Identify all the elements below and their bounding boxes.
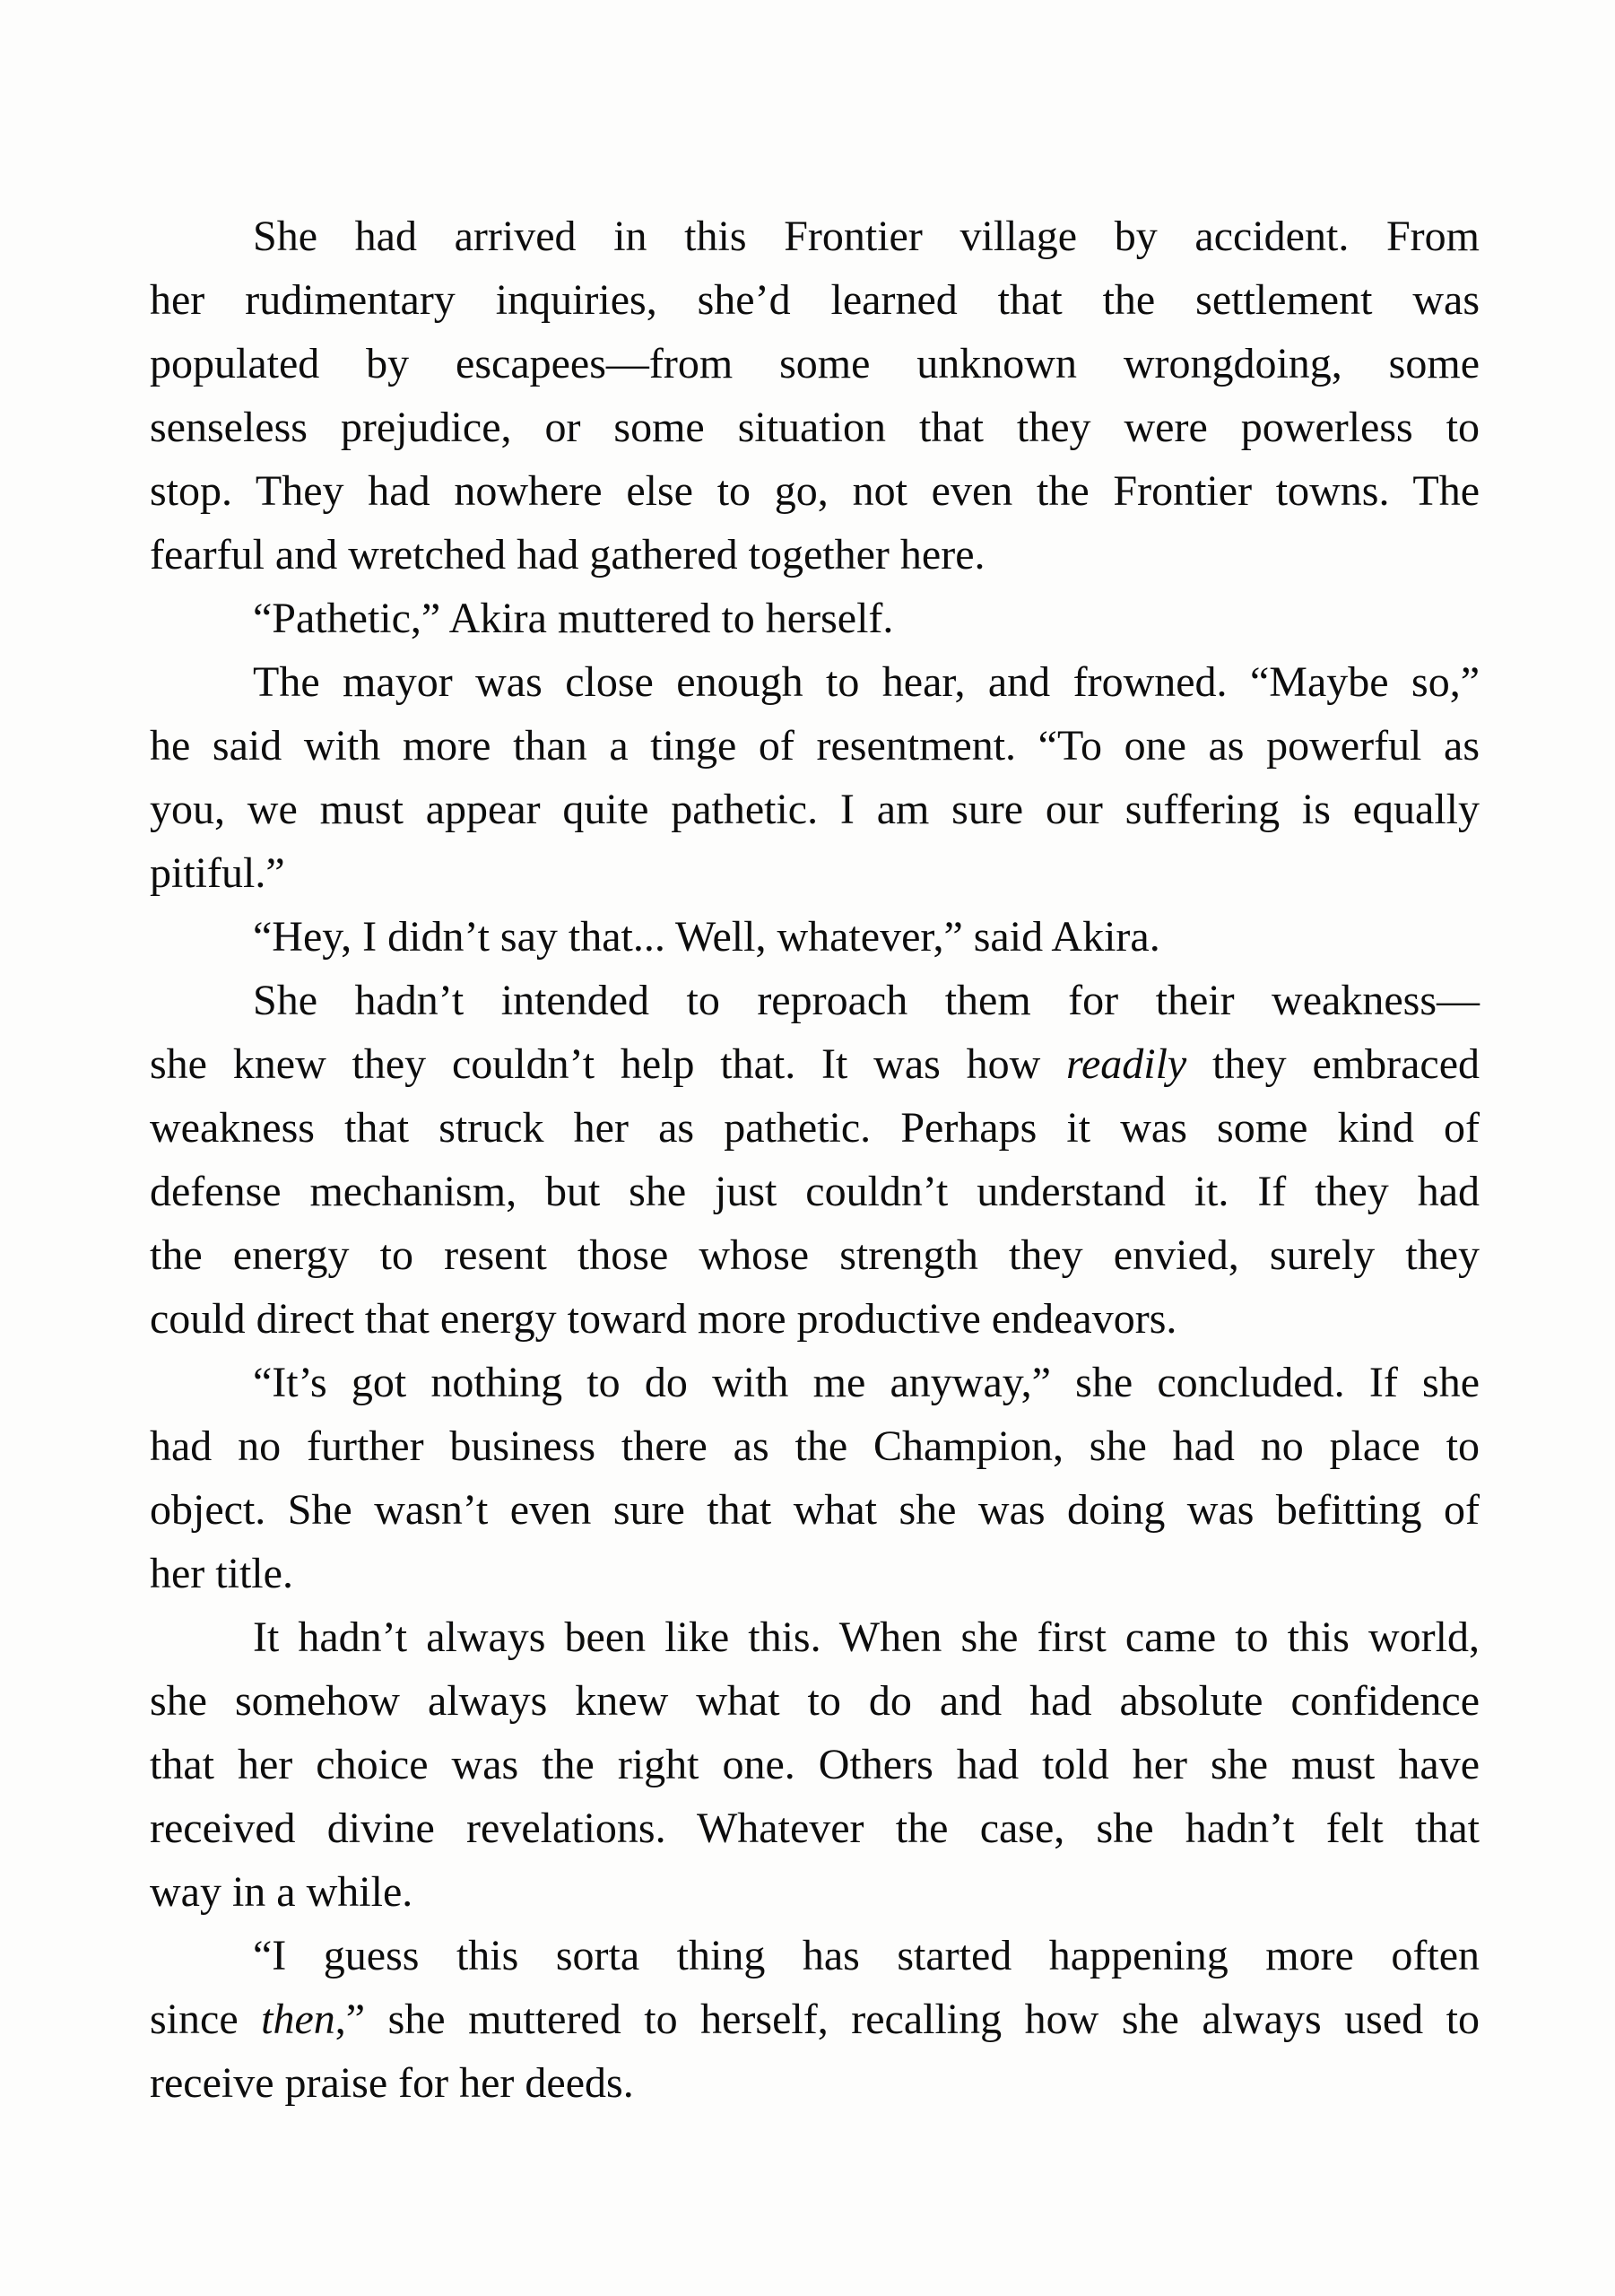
- paragraph: [150, 1924, 1480, 2115]
- text-line: [150, 204, 1480, 268]
- text-segment: The mayor was close enough to hear, and frowned. “Maybe so,”: [253, 658, 1480, 706]
- text-segment: defense mechanism, but she just couldn’t understand it. If they had: [150, 1168, 1480, 1215]
- text-segment: senseless prejudice, or some situation that they were powerless to: [150, 404, 1480, 451]
- text-segment: ,” she muttered to herself, recalling how she always used to: [334, 1996, 1480, 2043]
- text-line: [150, 523, 1480, 587]
- text-line: [150, 268, 1480, 332]
- text-line: [150, 905, 1480, 969]
- italic-text-segment: then: [261, 1996, 335, 2043]
- paragraph: [150, 1351, 1480, 1605]
- text-segment: populated by escapees—from some unknown wrongdoing, some: [150, 340, 1480, 387]
- text-line: [150, 1414, 1480, 1478]
- text-segment: the energy to resent those whose strength they envied, surely they: [150, 1231, 1480, 1279]
- text-segment: She hadn’t intended to reproach them for their weakness—: [253, 977, 1480, 1024]
- text-line: [150, 841, 1480, 905]
- text-line: [150, 1542, 1480, 1605]
- text-segment: “It’s got nothing to do with me anyway,” she concluded. If she: [253, 1359, 1480, 1406]
- text-segment: since: [150, 1996, 262, 2043]
- text-line: [150, 1860, 1480, 1924]
- text-line: [150, 1096, 1480, 1160]
- text-line: [150, 587, 1480, 650]
- text-line: [150, 332, 1480, 396]
- text-line: [150, 1032, 1480, 1096]
- text-line: [150, 778, 1480, 841]
- text-segment: her rudimentary inquiries, she’d learned that the settlement was: [150, 276, 1480, 324]
- paragraph: [150, 905, 1480, 969]
- text-line: [150, 1223, 1480, 1287]
- text-segment: could direct that energy toward more productive endeavors.: [150, 1295, 1177, 1343]
- text-segment: he said with more than a tinge of resentment. “To one as powerful as: [150, 722, 1480, 770]
- text-column: [150, 204, 1480, 2115]
- text-segment: receive praise for her deeds.: [150, 2059, 634, 2107]
- text-segment: “I guess this sorta thing has started happening more often: [253, 1932, 1480, 1979]
- text-line: [150, 1924, 1480, 1987]
- text-segment: had no further business there as the Champion, she had no place to: [150, 1422, 1480, 1470]
- text-line: [150, 1987, 1480, 2051]
- text-segment: pitiful.”: [150, 849, 285, 897]
- text-line: [150, 714, 1480, 778]
- text-segment: that her choice was the right one. Others had told her she must have: [150, 1741, 1480, 1788]
- text-line: [150, 1351, 1480, 1414]
- text-segment: received divine revelations. Whatever the case, she hadn’t felt that: [150, 1805, 1480, 1852]
- text-line: [150, 969, 1480, 1032]
- text-segment: her title.: [150, 1550, 293, 1597]
- text-segment: object. She wasn’t even sure that what she was doing was befitting of: [150, 1486, 1480, 1534]
- text-line: [150, 1733, 1480, 1796]
- paragraph: [150, 969, 1480, 1351]
- text-segment: she knew they couldn’t help that. It was how: [150, 1040, 1067, 1088]
- text-segment: “Pathetic,” Akira muttered to herself.: [253, 595, 894, 642]
- text-segment: She had arrived in this Frontier village by accident. From: [253, 213, 1480, 260]
- text-segment: she somehow always knew what to do and had absolute confidence: [150, 1677, 1480, 1725]
- paragraph: [150, 587, 1480, 650]
- text-segment: weakness that struck her as pathetic. Perhaps it was some kind of: [150, 1104, 1480, 1152]
- text-segment: stop. They had nowhere else to go, not even the Frontier towns. The: [150, 467, 1480, 515]
- paragraph: [150, 1605, 1480, 1924]
- text-line: [150, 1287, 1480, 1351]
- italic-text-segment: readily: [1066, 1040, 1187, 1088]
- text-line: [150, 650, 1480, 714]
- text-line: [150, 459, 1480, 523]
- paragraph: [150, 204, 1480, 587]
- text-segment: you, we must appear quite pathetic. I am sure our suffering is equally: [150, 786, 1480, 833]
- paragraph: [150, 650, 1480, 905]
- text-line: [150, 2051, 1480, 2115]
- text-line: [150, 1605, 1480, 1669]
- text-line: [150, 1669, 1480, 1733]
- text-line: [150, 396, 1480, 459]
- text-segment: way in a while.: [150, 1868, 413, 1916]
- text-segment: they embraced: [1186, 1040, 1480, 1088]
- text-segment: It hadn’t always been like this. When she first came to this world,: [253, 1613, 1480, 1661]
- text-line: [150, 1478, 1480, 1542]
- text-segment: “Hey, I didn’t say that... Well, whatever,” said Akira.: [253, 913, 1160, 961]
- text-line: [150, 1796, 1480, 1860]
- text-segment: fearful and wretched had gathered together here.: [150, 531, 985, 578]
- text-line: [150, 1160, 1480, 1223]
